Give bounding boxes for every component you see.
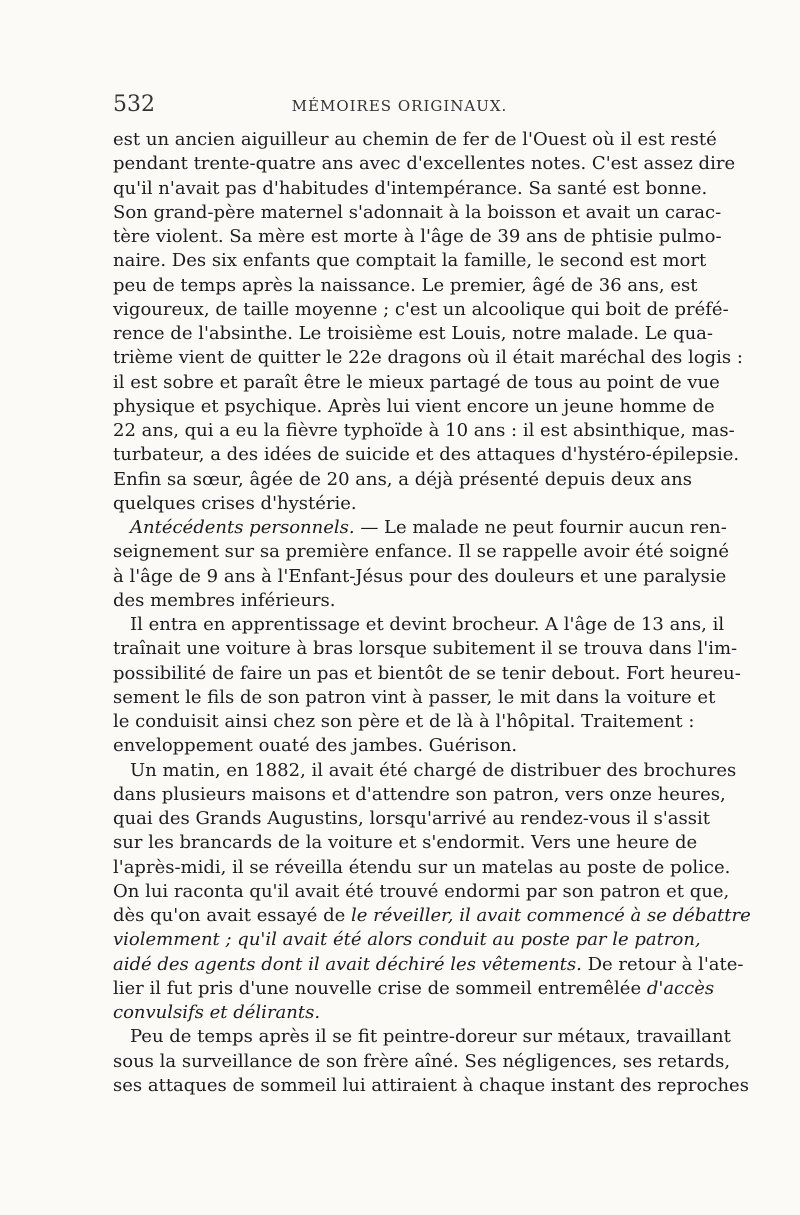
text-line: ses attaques de sommeil lui attiraient à chaque instant des reproches — [113, 1074, 749, 1096]
text-line: est un ancien aiguilleur au chemin de fer de l'Ouest où il est resté — [113, 129, 717, 150]
text-line — [113, 516, 727, 540]
text-fragment: — Le malade ne peut fournir aucun ren- — [360, 517, 727, 538]
text-line: Un matin, en 1882, il avait été chargé de distribuer des brochures — [130, 759, 737, 781]
text-line: On lui raconta qu'il avait été trouvé endormi par son patron et que, — [113, 880, 730, 902]
italic-fragment: le réveiller, il avait commencé à se débattre — [351, 905, 751, 926]
text-fragment: lier il fut pris d'une nouvelle crise de sommeil entremêlée — [113, 977, 647, 999]
text-line: à l'âge de 9 ans à l'Enfant-Jésus pour des douleurs et une paralysie — [113, 565, 727, 587]
page-number: 532 — [113, 92, 155, 117]
body-text — [113, 128, 751, 1098]
text-line — [113, 904, 751, 928]
text-line: Enfin sa sœur, âgée de 20 ans, a déjà présenté depuis deux ans — [113, 468, 692, 490]
text-line: il est sobre et paraît être le mieux partagé de tous au point de vue — [113, 371, 720, 393]
text-line — [113, 977, 715, 1001]
text-line: sement le fils de son patron vint à passer, le mit dans la voiture et — [113, 686, 716, 708]
text-line: enveloppement ouaté des jambes. Guérison. — [113, 735, 518, 757]
text-line: peu de temps après la naissance. Le premier, âgé de 36 ans, est — [113, 274, 698, 296]
text-line: seignement sur sa première enfance. Il se rappelle avoir été soigné — [113, 541, 729, 563]
italic-fragment: d'accès — [646, 977, 715, 999]
text-line: sous la surveillance de son frère aîné. Ses négligences, ses retards, — [113, 1050, 731, 1072]
text-line: 22 ans, qui a eu la fièvre typhoïde à 10 ans : il est absinthique, mas- — [113, 420, 735, 441]
running-title: MÉMOIRES ORIGINAUX. — [291, 97, 508, 115]
text-line: dans plusieurs maisons et d'attendre son patron, vers onze heures, — [113, 783, 726, 805]
text-line: des membres inférieurs. — [113, 589, 336, 611]
text-line: le conduisit ainsi chez son père et de là à l'hôpital. Traitement : — [113, 711, 695, 732]
text-line: turbateur, a des idées de suicide et des attaques d'hystéro-épilepsie. — [113, 444, 740, 466]
text-line: quelques crises d'hystérie. — [113, 492, 357, 514]
text-line: possibilité de faire un pas et bientôt de se tenir debout. Fort heureu- — [113, 662, 741, 684]
text-fragment: dès qu'on avait essayé de — [113, 905, 346, 926]
text-line: Peu de temps après il se fit peintre-doreur sur métaux, travaillant — [130, 1026, 731, 1048]
text-line: traînait une voiture à bras lorsque subitement il se trouva dans l'im- — [113, 638, 738, 660]
text-line: tère violent. Sa mère est morte à l'âge de 39 ans de phtisie pulmo- — [113, 226, 722, 247]
text-line: qu'il n'avait pas d'habitudes d'intempérance. Sa santé est bonne. — [113, 177, 708, 199]
section-heading-antecedents: Antécédents personnels. — [130, 517, 355, 538]
text-line: rence de l'absinthe. Le troisième est Louis, notre malade. Le qua- — [113, 323, 713, 344]
text-line: violemment ; qu'il avait été alors conduit au poste par le patron, — [113, 929, 701, 951]
text-line: naire. Des six enfants que comptait la famille, le second est mort — [113, 250, 707, 272]
text-line: trième vient de quitter le 22e dragons où il était maréchal des logis : — [113, 347, 743, 369]
italic-fragment: aidé des agents dont il avait déchiré les vêtements. — [113, 953, 582, 975]
text-line: sur les brancards de la voiture et s'endormit. Vers une heure de — [113, 832, 698, 854]
text-line: convulsifs et délirants. — [113, 1002, 321, 1023]
text-line: Son grand-père maternel s'adonnait à la boisson et avait un carac- — [113, 201, 722, 223]
text-line: vigoureux, de taille moyenne ; c'est un alcoolique qui boit de préfé- — [113, 298, 729, 320]
text-line — [113, 953, 744, 977]
text-line: quai des Grands Augustins, lorsqu'arrivé au rendez-vous il s'assit — [113, 808, 711, 829]
text-line: l'après-midi, il se réveilla étendu sur un matelas au poste de police. — [113, 856, 731, 878]
text-fragment: De retour à l'ate- — [581, 953, 744, 975]
text-line: Il entra en apprentissage et devint brocheur. A l'âge de 13 ans, il — [130, 614, 725, 635]
page-header — [113, 92, 686, 120]
text-line: pendant trente-quatre ans avec d'excellentes notes. C'est assez dire — [113, 153, 736, 175]
text-line: physique et psychique. Après lui vient encore un jeune homme de — [113, 395, 715, 417]
